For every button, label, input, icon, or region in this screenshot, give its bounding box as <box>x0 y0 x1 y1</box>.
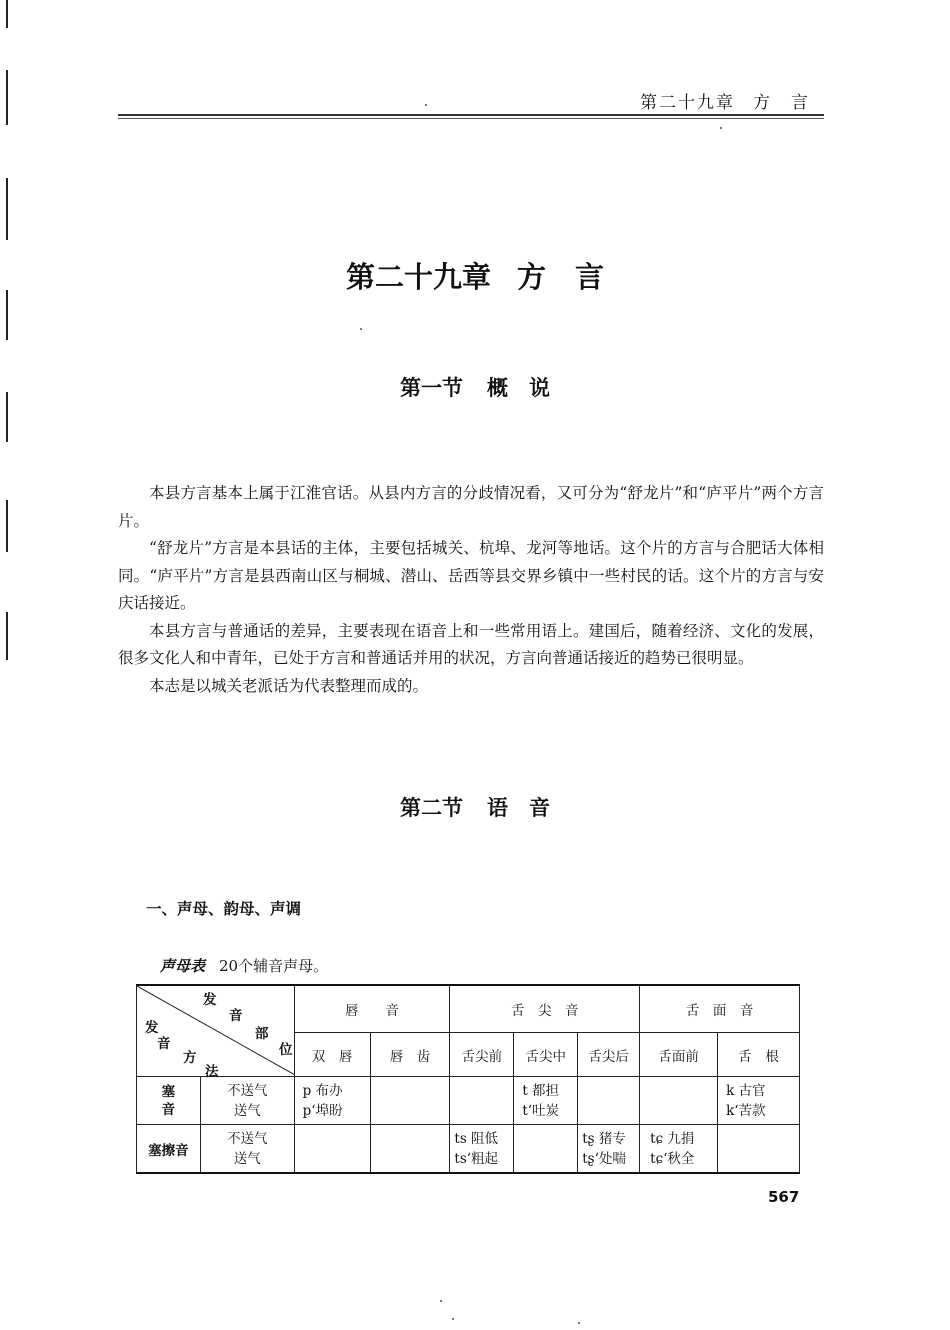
table-caption-text: 20个辅音声母。 <box>219 957 329 975</box>
body-text <box>118 480 824 700</box>
table-corner-cell <box>137 985 295 1080</box>
paragraph: 本县方言与普通话的差异，主要表现在语音上和一些常用语上。建国后，随着经济、文化的发展，很多文化人和中青年，已处于方言和普通话并用的状况，方言向普通话接近的趋势已很明显。 <box>118 621 824 667</box>
scan-speck <box>425 104 427 106</box>
subheader-dorsal-front: 舌面前 <box>640 1033 718 1077</box>
table-caption <box>160 955 328 976</box>
margin-mark <box>6 0 8 28</box>
paragraph: 本县方言基本上属于江淮官话。从县内方言的分歧情况看，又可分为“舒龙片”和“庐平片”两个方言片。 <box>118 484 824 530</box>
initial-ph: p‘埠盼 <box>302 1102 343 1119</box>
scan-speck <box>440 1300 442 1302</box>
page-number: 567 <box>768 1188 800 1206</box>
cell-labiodental-affricate <box>370 1125 450 1174</box>
group-header-labial: 唇 音 <box>294 985 450 1033</box>
cell-apical-mid-stop <box>514 1077 578 1125</box>
cell-velar-affricate <box>718 1125 800 1174</box>
aspirated-label: 送气 <box>233 1150 261 1167</box>
margin-mark <box>6 290 8 340</box>
initial-t: t 都担 <box>522 1082 560 1099</box>
subheader-labiodental: 唇 齿 <box>370 1033 450 1077</box>
header-rule <box>118 114 824 116</box>
unaspirated-label: 不送气 <box>227 1130 268 1147</box>
cell-apical-back-stop <box>578 1077 640 1125</box>
margin-mark <box>6 178 8 240</box>
corner-manner-char: 法 <box>205 1064 219 1080</box>
aspiration-cell <box>200 1125 294 1174</box>
initial-tsr: tʂ 猪专 <box>582 1130 626 1147</box>
initial-p: p 布办 <box>302 1082 343 1099</box>
margin-mark <box>6 70 8 125</box>
cell-apical-front-affricate <box>450 1125 514 1174</box>
subheader-apical-mid: 舌尖中 <box>514 1033 578 1077</box>
cell-labiodental-stop <box>370 1077 450 1125</box>
cell-velar-stop <box>718 1077 800 1125</box>
scan-speck <box>452 1318 454 1320</box>
running-header-chapter: 第二十九章 <box>640 93 735 113</box>
section-title-phonetics <box>0 792 950 822</box>
row-label-char: 音 <box>161 1101 176 1118</box>
corner-place-char: 发 <box>203 992 217 1008</box>
cell-dorsal-front-affricate <box>640 1125 718 1174</box>
aspiration-cell <box>200 1077 294 1125</box>
group-header-apical: 舌 尖 音 <box>450 985 640 1033</box>
paragraph: “舒龙片”方言是本县话的主体，主要包括城关、杭埠、龙河等地话。这个片的方言与合肥话大体相同。“庐平片”方言是县西南山区与桐城、潜山、岳西等县交界乡镇中一些村民的话。这个片的方言与安庆话接近。 <box>118 539 824 612</box>
cell-dorsal-front-stop <box>640 1077 718 1125</box>
chapter-name: 方 言 <box>517 260 605 294</box>
section-number: 第二节 <box>400 795 463 820</box>
cell-apical-front-stop <box>450 1077 514 1125</box>
cell-bilabial-stop <box>294 1077 370 1125</box>
cell-bilabial-affricate <box>294 1125 370 1174</box>
chapter-title <box>0 255 950 296</box>
initial-ts: ts 阻低 <box>454 1130 499 1147</box>
section-title-overview <box>0 372 950 402</box>
paragraph: 本志是以城关老派话为代表整理而成的。 <box>149 676 429 695</box>
section-number: 第一节 <box>400 375 463 400</box>
row-label-affricate: 塞擦音 <box>137 1125 201 1174</box>
chapter-number: 第二十九章 <box>345 260 491 294</box>
initial-tch: tɕ‘秋全 <box>650 1150 695 1167</box>
margin-mark <box>6 500 8 552</box>
initial-tsh: ts‘粗起 <box>454 1150 499 1167</box>
scan-speck <box>360 328 362 330</box>
row-label-char: 塞 <box>161 1083 176 1100</box>
section-name: 概 说 <box>487 375 550 400</box>
corner-place-char: 音 <box>229 1008 243 1024</box>
subheading: 一、声母、韵母、声调 <box>146 900 302 918</box>
section-name: 语 音 <box>487 795 550 820</box>
unaspirated-label: 不送气 <box>227 1082 268 1099</box>
corner-manner-char: 方 <box>183 1050 197 1066</box>
running-header <box>640 88 810 113</box>
aspirated-label: 送气 <box>233 1102 261 1119</box>
table-caption-label: 声母表 <box>160 957 206 975</box>
initial-tc: tɕ 九捐 <box>650 1130 695 1147</box>
corner-place-char: 位 <box>279 1042 293 1058</box>
scan-speck <box>720 127 722 129</box>
margin-mark <box>6 612 8 660</box>
initial-k: k 古官 <box>726 1082 766 1099</box>
subheader-apical-front: 舌尖前 <box>450 1033 514 1077</box>
corner-manner-char: 发 <box>145 1020 159 1036</box>
subheader-apical-back: 舌尖后 <box>578 1033 640 1077</box>
header-rule-thin <box>118 118 824 119</box>
subheader-velar: 舌 根 <box>718 1033 800 1077</box>
row-label-stop <box>137 1077 201 1125</box>
group-header-dorsal: 舌 面 音 <box>640 985 800 1033</box>
cell-apical-back-affricate <box>578 1125 640 1174</box>
scan-speck <box>578 1322 580 1324</box>
subheader-bilabial: 双 唇 <box>294 1033 370 1077</box>
running-header-title: 方 言 <box>753 93 810 113</box>
initial-kh: k‘苦款 <box>726 1102 766 1119</box>
corner-manner-char: 音 <box>157 1036 171 1052</box>
initial-tsrh: tʂ‘处喘 <box>582 1150 626 1167</box>
corner-place-char: 部 <box>255 1026 269 1042</box>
initials-table <box>136 984 800 1174</box>
cell-apical-mid-affricate <box>514 1125 578 1174</box>
initial-th: t‘吐炭 <box>522 1102 560 1119</box>
